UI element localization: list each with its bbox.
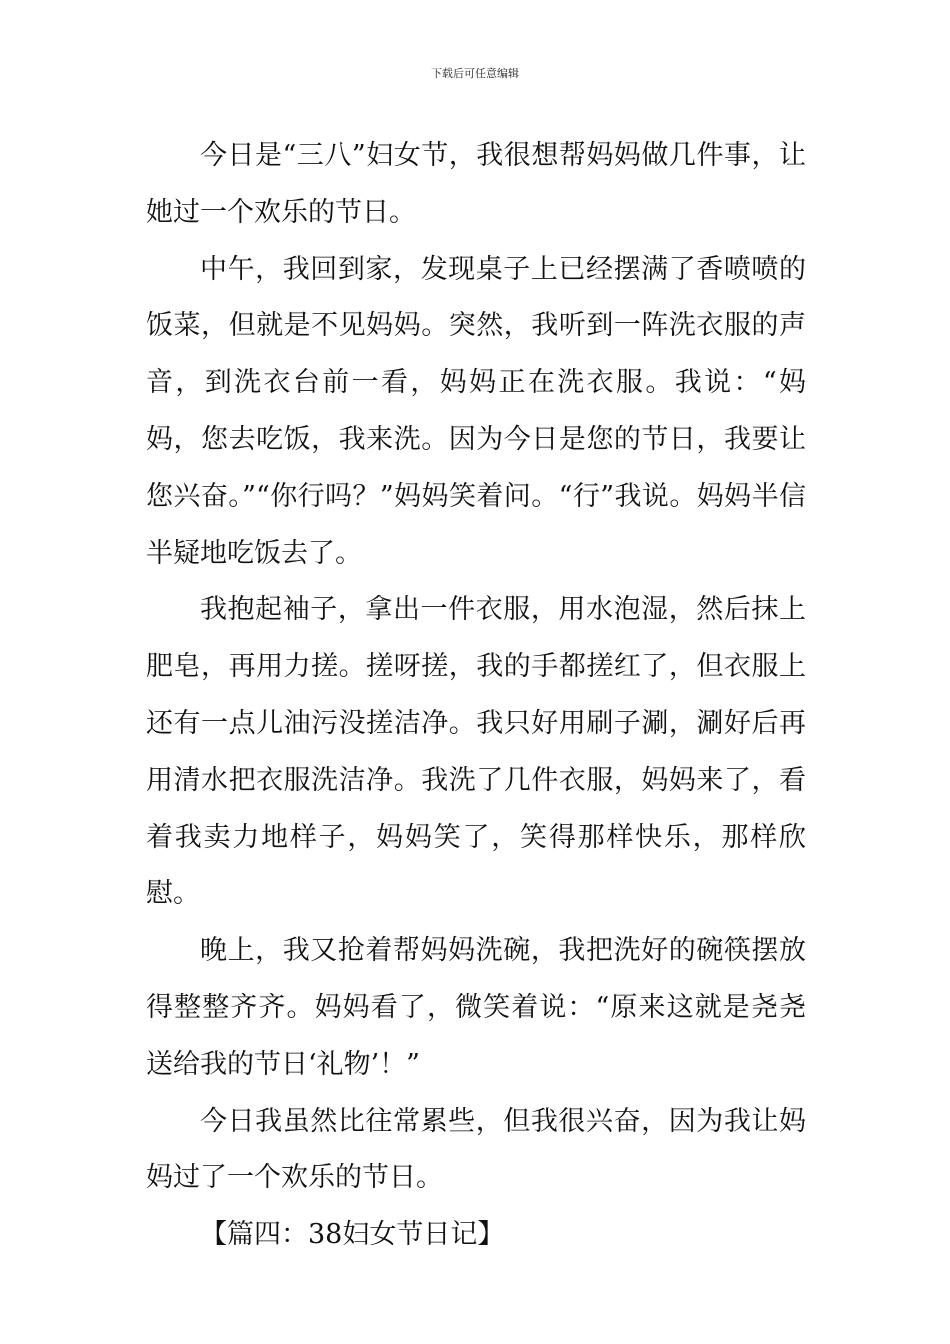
page-header-note: 下载后可任意编辑 (431, 67, 519, 80)
paragraph-5: 今日我虽然比往常累些，但我很兴奋，因为我让妈妈过了一个欢乐的节日。 (146, 1105, 806, 1194)
document-body (146, 128, 806, 1264)
paragraph-4: 晚上，我又抢着帮妈妈洗碗，我把洗好的碗筷摆放得整整齐齐。妈妈看了，微笑着说：“原来这就是尧尧送给我的节日‘礼物’！” (146, 935, 806, 1080)
section-heading: 【篇四：38妇女节日记】 (200, 1219, 505, 1251)
paragraph-1: 今日是“三八”妇女节，我很想帮妈妈做几件事，让她过一个欢乐的节日。 (146, 140, 806, 228)
paragraph-2: 中午，我回到家，发现桌子上已经摆满了香喷喷的饭菜，但就是不见妈妈。突然，我听到一阵洗衣服的声音，到洗衣台前一看，妈妈正在洗衣服。我说：“妈妈，您去吃饭，我来洗。因为今日是您的节日，我要让您兴奋。”“你行吗？”妈妈笑着问。“行”我说。妈妈半信半疑地吃饭去了。 (146, 253, 806, 569)
paragraph-3: 我抱起袖子，拿出一件衣服，用水泡湿，然后抹上肥皂，再用力搓。搓呀搓，我的手都搓红了，但衣服上还有一点儿油污没搓洁净。我只好用刷子涮，涮好后再用清水把衣服洗洁净。我洗了几件衣服，妈妈来了，看着我卖力地样子，妈妈笑了，笑得那样快乐，那样欣慰。 (146, 594, 806, 910)
